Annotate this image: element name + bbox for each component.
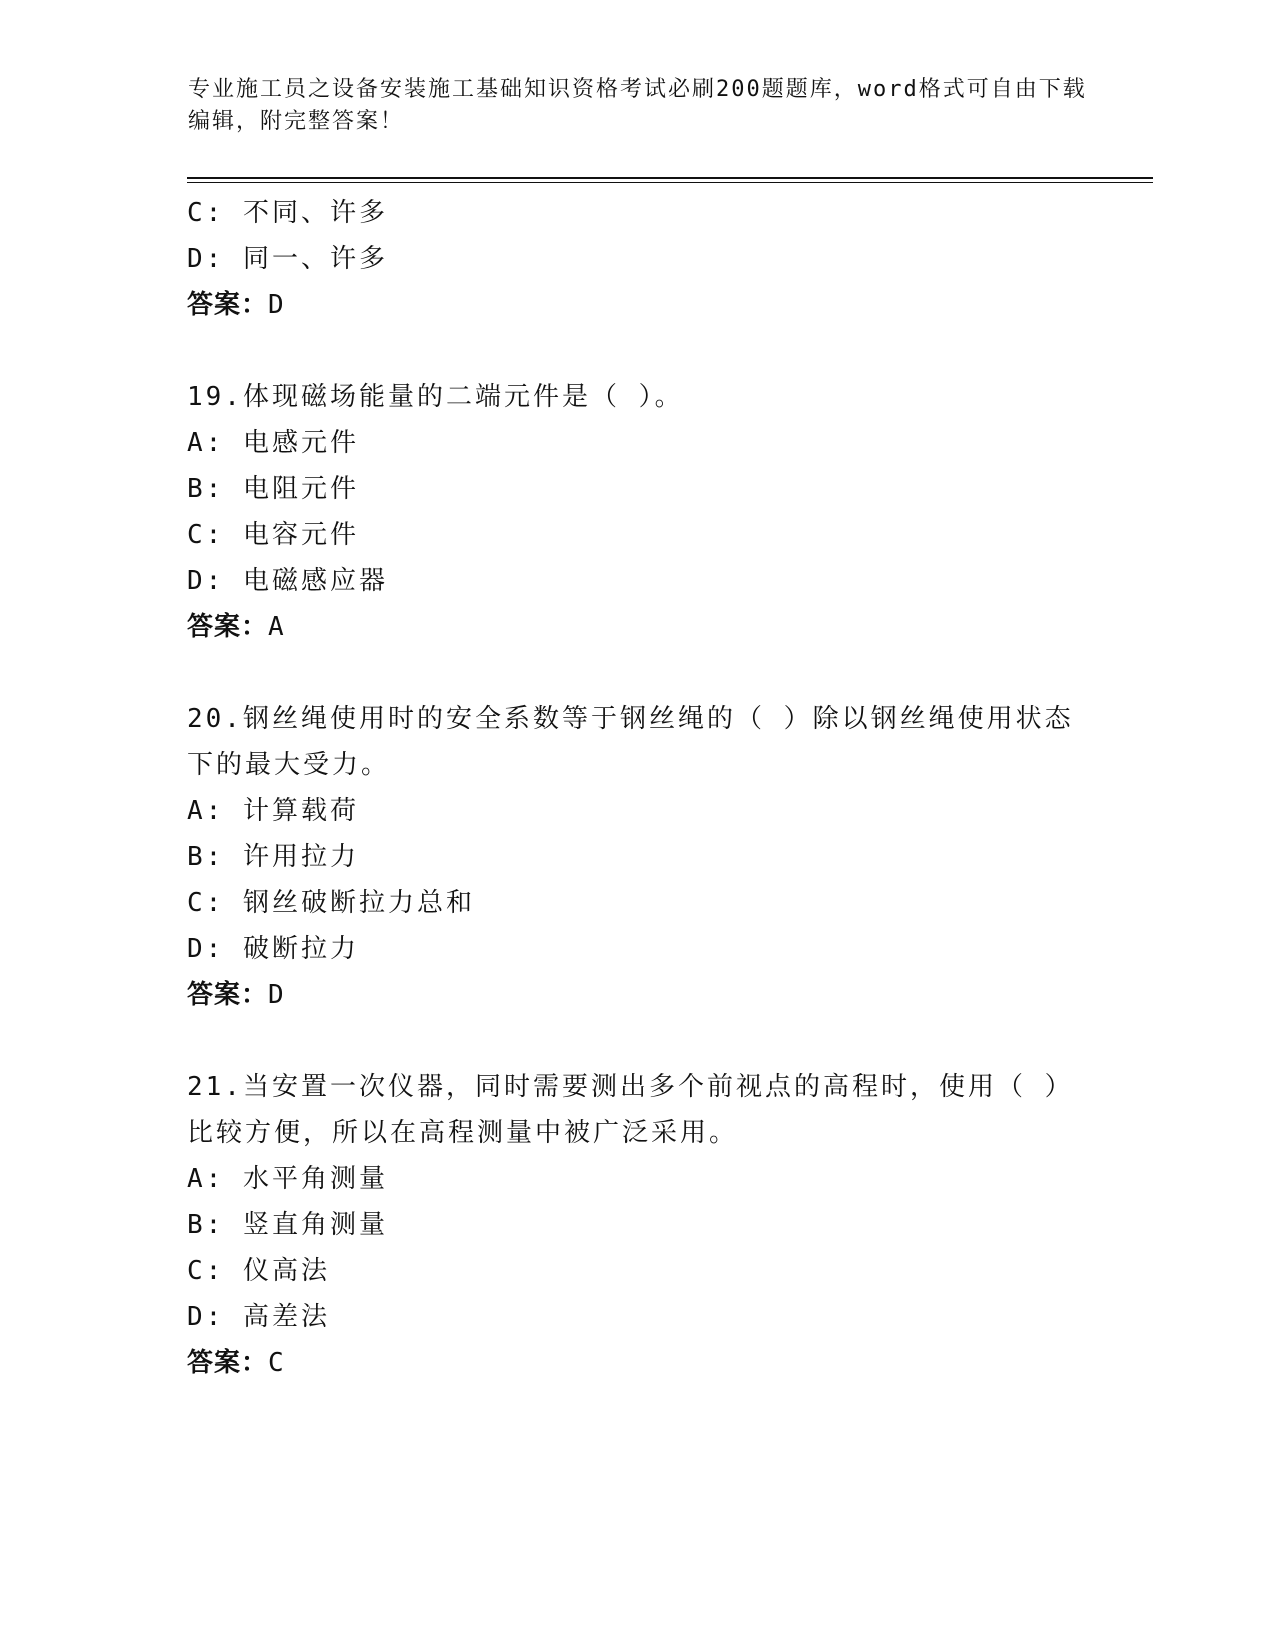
option-a: [187, 1156, 1087, 1202]
answer-line: [187, 972, 1087, 1018]
header-rule-thin: [187, 182, 1153, 183]
answer-value: D: [268, 980, 285, 1010]
option-text: 电容元件: [242, 520, 359, 550]
option-text: 钢丝破断拉力总和: [242, 888, 475, 918]
answer-label: 答案：: [187, 612, 269, 642]
option-text: 竖直角测量: [242, 1210, 388, 1240]
answer-label: 答案：: [187, 290, 269, 320]
option-text: 电感元件: [242, 428, 359, 458]
option-d: [187, 926, 1087, 972]
answer-value: D: [268, 290, 285, 320]
answer-label: 答案：: [187, 1348, 269, 1378]
question-21: [187, 1064, 1087, 1386]
question-19: [187, 374, 1087, 650]
option-d: [187, 558, 1087, 604]
question-stem: 19.体现磁场能量的二端元件是（ ）。: [187, 382, 684, 412]
document-body: [187, 190, 1087, 1386]
option-text: 高差法: [242, 1302, 330, 1332]
answer-line: [187, 282, 1087, 328]
option-text: 许用拉力: [242, 842, 359, 872]
answer-line: [187, 604, 1087, 650]
answer-value: C: [268, 1348, 285, 1378]
option-letter: B:: [187, 842, 225, 872]
option-c: [187, 190, 1087, 236]
option-letter: D:: [187, 244, 225, 274]
option-letter: C:: [187, 888, 225, 918]
continued-question: [187, 190, 1087, 328]
header-rule-thick: [187, 177, 1153, 179]
answer-value: A: [268, 612, 285, 642]
option-letter: B:: [187, 474, 225, 504]
option-c: [187, 880, 1087, 926]
question-stem: 20.钢丝绳使用时的安全系数等于钢丝绳的（ ）除以钢丝绳使用状态下的最大受力。: [187, 704, 1074, 780]
option-letter: D:: [187, 566, 225, 596]
header-title: 专业施工员之设备安装施工基础知识资格考试必刷200题题库，word格式可自由下载编辑，附完整答案！: [188, 77, 1087, 134]
option-letter: A:: [187, 1164, 225, 1194]
option-d: [187, 236, 1087, 282]
option-letter: D:: [187, 934, 225, 964]
option-text: 水平角测量: [242, 1164, 388, 1194]
option-b: [187, 834, 1087, 880]
option-b: [187, 1202, 1087, 1248]
option-letter: C:: [187, 520, 225, 550]
option-text: 同一、许多: [242, 244, 388, 274]
option-text: 电阻元件: [242, 474, 359, 504]
option-text: 破断拉力: [242, 934, 359, 964]
option-text: 仪高法: [242, 1256, 330, 1286]
option-a: [187, 788, 1087, 834]
option-letter: A:: [187, 796, 225, 826]
question-20: [187, 696, 1087, 1018]
answer-label: 答案：: [187, 980, 269, 1010]
option-letter: B:: [187, 1210, 225, 1240]
document-header: [188, 74, 1088, 138]
option-text: 计算载荷: [242, 796, 359, 826]
option-text: 电磁感应器: [242, 566, 388, 596]
option-c: [187, 512, 1087, 558]
option-letter: D:: [187, 1302, 225, 1332]
option-letter: C:: [187, 198, 225, 228]
option-b: [187, 466, 1087, 512]
option-letter: C:: [187, 1256, 225, 1286]
option-text: 不同、许多: [242, 198, 388, 228]
option-c: [187, 1248, 1087, 1294]
option-d: [187, 1294, 1087, 1340]
option-letter: A:: [187, 428, 225, 458]
answer-line: [187, 1340, 1087, 1386]
question-stem: 21.当安置一次仪器，同时需要测出多个前视点的高程时，使用（ ）比较方便，所以在高程测量中被广泛采用。: [187, 1072, 1074, 1148]
option-a: [187, 420, 1087, 466]
